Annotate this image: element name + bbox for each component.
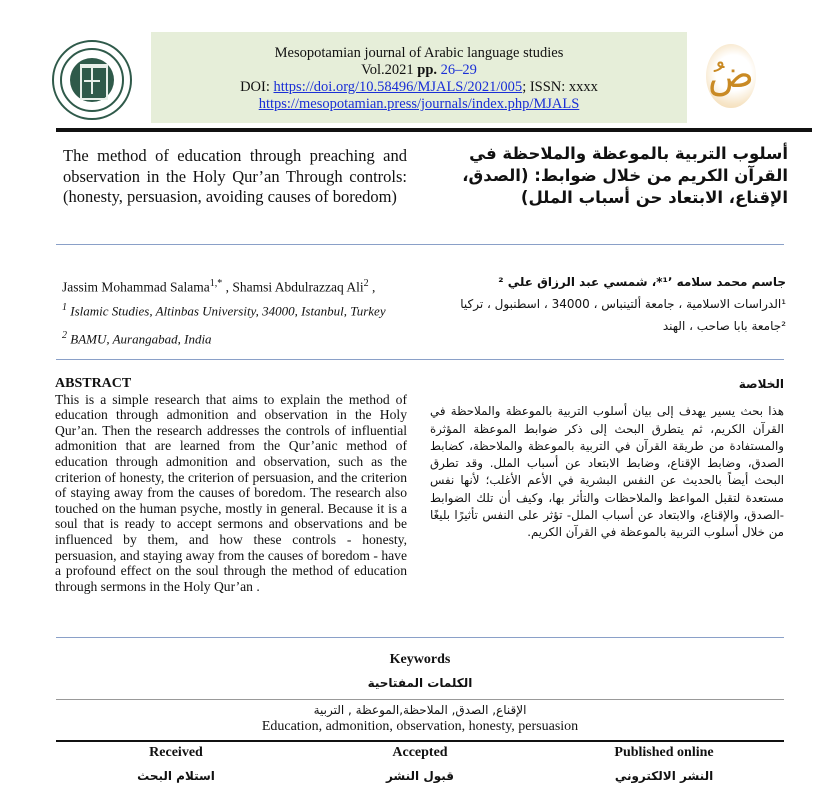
affiliation-1-ar: ¹الدراسات الاسلامية ، جامعة ألتينباس ، 34000 ، اسطنبول ، تركيا xyxy=(460,297,786,311)
abstract-text-ar: هذا بحث يسير يهدف إلى بيان أسلوب التربية بالموعظة والملاحظة في القرآن الكريم، ثم يتطرق البحث إلى ذكر ضوابط الموعظة المؤثرة والمستفادة من طريقة القرآن في التربية بالموعظة والملاحظة، كضابط الصدق، وضابط الإقناع، وضابط الابتعاد عن أسباب الملل. وقد تطرق البحث أيضاً بالحديث عن النفس البشرية في الأعم الأغلب؛ لأنها نفس مستعدة لتقبل المواعظ والملاحظات والتأثر بها، وكيف أن تلك الضوابط -الصدق، والإقناع، والابتعاد عن أسباب الملل- تؤثر على النفس تأثيرًا بليغًا من خلال أسلوب التربية بالموعظة في القرآن الكريم. xyxy=(430,404,784,540)
volume: Vol.2021 xyxy=(361,62,418,78)
aff-2-text: BAMU, Aurangabad, India xyxy=(67,331,212,347)
divider xyxy=(56,637,784,638)
author-1-sup: 1,* xyxy=(209,278,223,289)
doi-label: DOI: xyxy=(240,79,274,95)
keywords-arabic: الإقناع, الصدق, الملاحظة,الموعظة , التربية xyxy=(313,703,527,717)
journal-name: Mesopotamian journal of Arabic language studies xyxy=(274,45,564,61)
pp-label: pp. xyxy=(417,62,438,78)
mesopotamian-press-seal-icon xyxy=(80,64,108,100)
journal-url-link[interactable]: https://mesopotamian.press/journals/index.php/MJALS xyxy=(258,96,580,112)
arabic-letter-logo: ضُ xyxy=(706,44,756,108)
title-english: The method of education through preaching and observation in the Holy Qur’an Through controls: (honesty, persuasion, avoiding causes of boredom) xyxy=(63,146,407,206)
divider xyxy=(56,359,784,360)
accepted-label-ar: قبول النشر xyxy=(385,769,455,783)
abstract-text: This is a simple research that aims to explain the method of education through admonition and observation in the Holy Qur’an. Then the research addresses the controls of influential admonition that are learned from the Qur’anic method of education through admonition and observation, such as the criterion of honesty, the criterion of persuasion, and the criterion of staying away from the causes of boredom. The research also touched on the human psyche, mostly in general. Because it is a soul that is ready to accept sermons and observations and be influenced by them, and how these controls - honesty, persuasion, and staying away from the causes of boredom - have a profound effect on the soul through the method of education through sermons in the Holy Qur’an . xyxy=(55,391,407,594)
author-sep: , xyxy=(368,279,376,295)
divider xyxy=(56,244,784,245)
abstract-arabic xyxy=(430,376,784,542)
pages: 26–29 xyxy=(437,62,477,78)
issn: ; ISSN: xxxx xyxy=(522,79,598,95)
doi-link[interactable]: https://doi.org/10.58496/MJALS/2021/005 xyxy=(273,79,523,95)
title-arabic: أسلوب التربية بالموعظة والملاحظة في القرآن الكريم من خلال ضوابط: (الصدق، الإقناع، الابتعاد حن أسباب الملل) xyxy=(462,144,788,207)
abstract-english xyxy=(55,376,407,594)
keywords-english: Education, admonition, observation, honesty, persuasion xyxy=(261,719,579,734)
author-2: , Shamsi Abdulrazzaq Ali xyxy=(222,279,364,295)
affiliation-2-ar: ²جامعة بابا صاحب ، الهند xyxy=(662,319,786,333)
affiliation-2 xyxy=(62,327,422,347)
aff-1-num: 1 xyxy=(62,301,67,313)
published-label: Published online xyxy=(614,745,714,760)
author-1: Jassim Mohammad Salama xyxy=(62,279,210,295)
journal-banner xyxy=(151,32,687,123)
author-names xyxy=(62,275,422,296)
affiliation-1 xyxy=(62,299,422,319)
keywords-heading-ar: الكلمات المفتاحية xyxy=(367,676,473,690)
author-names-ar: جاسم محمد سلامه ¹٬*، شمسي عبد الرزاق علي ² xyxy=(498,275,786,289)
authors-arabic xyxy=(430,273,786,335)
author-2-sup: 2 xyxy=(363,278,369,289)
accepted-label: Accepted xyxy=(392,745,448,760)
abstract-heading: ABSTRACT xyxy=(55,376,132,391)
abstract-heading-ar: الخلاصة xyxy=(738,377,784,391)
received-label-ar: استلام البحث xyxy=(137,769,215,783)
aff-1-text: Islamic Studies, Altinbas University, 34000, Istanbul, Turkey xyxy=(67,302,386,318)
doi-line xyxy=(151,79,687,96)
aff-2-num: 2 xyxy=(62,329,67,341)
published-label-ar: النشر الالكتروني xyxy=(614,769,714,783)
received-label: Received xyxy=(149,745,203,760)
authors-english xyxy=(62,275,422,347)
divider xyxy=(56,740,784,742)
keywords-heading: Keywords xyxy=(389,652,451,667)
journal-seal-logo xyxy=(52,40,132,120)
volume-pages xyxy=(151,62,687,79)
divider xyxy=(56,699,784,700)
header-rule xyxy=(56,128,812,132)
